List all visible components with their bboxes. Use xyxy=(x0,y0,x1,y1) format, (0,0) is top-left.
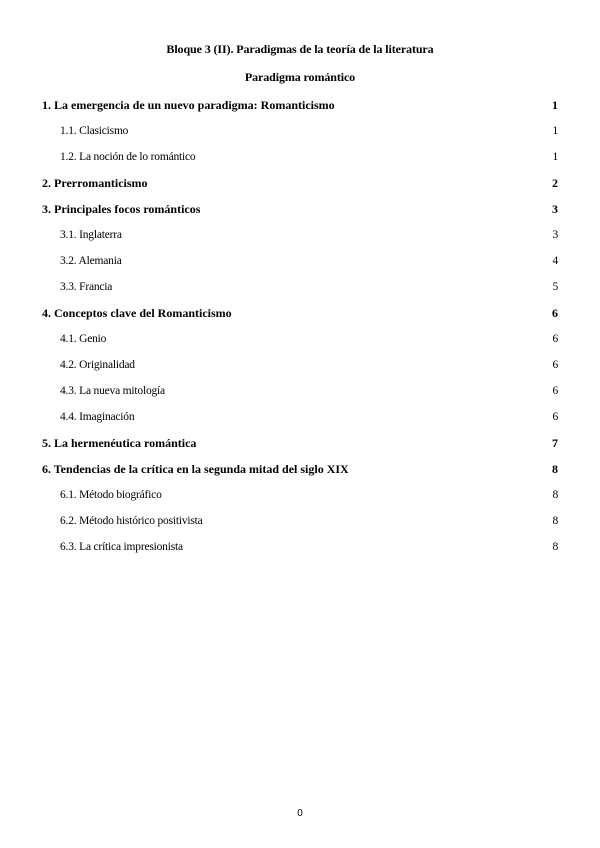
toc-entry-page-number: 6 xyxy=(552,385,558,397)
toc-entry-label: 1.1. Clasicismo xyxy=(60,125,129,137)
toc-subsection-entry[interactable] xyxy=(42,356,558,382)
toc-entry-label: 3.2. Alemania xyxy=(60,255,122,267)
toc-entry-label: 1. La emergencia de un nuevo paradigma: Romanticismo xyxy=(42,98,335,112)
toc-subsection-entry[interactable] xyxy=(42,538,558,564)
toc-entry-label: 4.1. Genio xyxy=(60,333,107,345)
toc-entry-label: 6. Tendencias de la crítica en la segunda mitad del siglo XIX xyxy=(42,462,349,476)
toc-entry-label: 1.2. La noción de lo romántico xyxy=(60,151,196,163)
toc-subsection-entry[interactable] xyxy=(42,512,558,538)
toc-entry-page-number: 1 xyxy=(552,125,558,137)
toc-entry-page-number: 3 xyxy=(552,202,558,216)
toc-entry-page-number: 8 xyxy=(552,515,558,527)
page-number: 0 xyxy=(297,808,303,819)
toc-entry-page-number: 4 xyxy=(552,255,558,267)
toc-entry-page-number: 3 xyxy=(552,229,558,241)
toc-subsection-entry[interactable] xyxy=(42,408,558,434)
toc-subsection-entry[interactable] xyxy=(42,278,558,304)
toc-entry-label: 4.4. Imaginación xyxy=(60,411,135,423)
toc-subsection-entry[interactable] xyxy=(42,252,558,278)
toc-entry-page-number: 7 xyxy=(552,436,558,450)
table-of-contents xyxy=(42,96,558,564)
toc-entry-label: 3.1. Inglaterra xyxy=(60,229,122,241)
toc-entry-label: 6.2. Método histórico positivista xyxy=(60,515,203,527)
toc-entry-page-number: 5 xyxy=(552,281,558,293)
toc-entry-page-number: 6 xyxy=(552,359,558,371)
toc-section-entry[interactable] xyxy=(42,434,558,460)
toc-section-entry[interactable] xyxy=(42,304,558,330)
toc-entry-page-number: 8 xyxy=(552,462,558,476)
toc-entry-page-number: 6 xyxy=(552,411,558,423)
toc-section-entry[interactable] xyxy=(42,460,558,486)
toc-subsection-entry[interactable] xyxy=(42,122,558,148)
toc-entry-label: 5. La hermenéutica romántica xyxy=(42,436,197,450)
toc-entry-label: 4.2. Originalidad xyxy=(60,359,135,371)
toc-section-entry[interactable] xyxy=(42,200,558,226)
toc-entry-page-number: 2 xyxy=(552,176,558,190)
toc-entry-label: 3.3. Francia xyxy=(60,281,113,293)
toc-entry-label: 4.3. La nueva mitología xyxy=(60,385,165,397)
toc-entry-page-number: 1 xyxy=(552,151,558,163)
toc-subsection-entry[interactable] xyxy=(42,486,558,512)
toc-entry-page-number: 1 xyxy=(552,98,558,112)
toc-section-entry[interactable] xyxy=(42,174,558,200)
toc-subsection-entry[interactable] xyxy=(42,330,558,356)
toc-entry-label: 6.3. La crítica impresionista xyxy=(60,541,183,553)
document-title: Bloque 3 (II). Paradigmas de la teoría de la literatura xyxy=(166,42,434,56)
toc-entry-page-number: 6 xyxy=(552,333,558,345)
toc-entry-label: 6.1. Método biográfico xyxy=(60,489,162,501)
toc-entry-page-number: 8 xyxy=(552,489,558,501)
toc-entry-label: 3. Principales focos románticos xyxy=(42,202,201,216)
toc-subsection-entry[interactable] xyxy=(42,226,558,252)
toc-entry-page-number: 8 xyxy=(552,541,558,553)
document-subtitle: Paradigma romántico xyxy=(244,70,356,84)
toc-subsection-entry[interactable] xyxy=(42,382,558,408)
toc-section-entry[interactable] xyxy=(42,96,558,122)
toc-entry-page-number: 6 xyxy=(552,306,558,320)
toc-entry-label: 2. Prerromanticismo xyxy=(42,176,148,190)
toc-entry-label: 4. Conceptos clave del Romanticismo xyxy=(42,306,232,320)
toc-subsection-entry[interactable] xyxy=(42,148,558,174)
